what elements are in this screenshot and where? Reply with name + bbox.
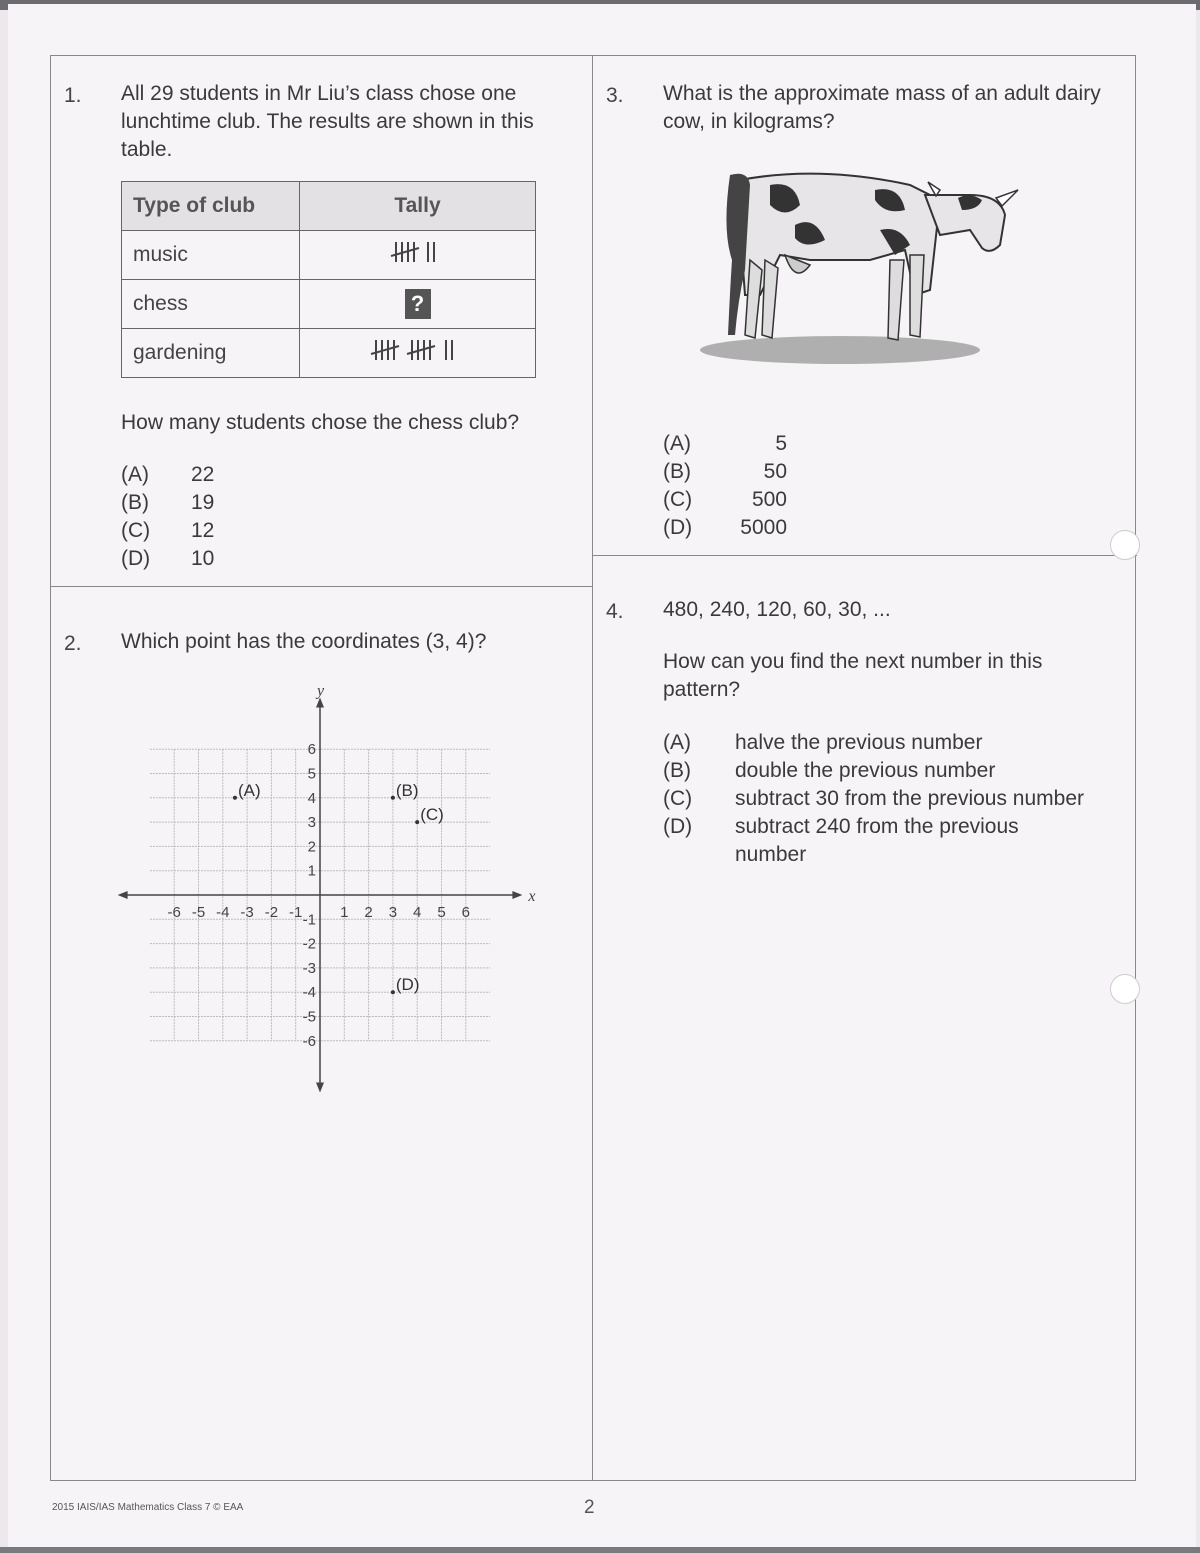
q2-number: 2.: [64, 632, 82, 655]
punch-hole: [1110, 974, 1140, 1004]
y-tick-label: 1: [307, 862, 316, 880]
q4-option-a[interactable]: (A) halve the previous number: [663, 731, 983, 754]
q1-option-a[interactable]: (A) 22: [121, 463, 215, 486]
right-horizontal-divider: [592, 555, 1137, 556]
q3-text: What is the approximate mass of an adult dairy cow, in kilograms?: [663, 82, 1101, 133]
q3-number: 3.: [606, 84, 624, 107]
q3-option-a[interactable]: (A) 5: [663, 432, 787, 455]
point-marker: [391, 796, 395, 800]
q4-sequence: 480, 240, 120, 60, 30, ...: [663, 598, 891, 621]
x-tick-label: 6: [461, 904, 470, 921]
club-name: gardening: [122, 329, 300, 378]
point-label: (A): [237, 780, 261, 800]
q1-question: How many students chose the chess club?: [121, 411, 520, 434]
q1-number: 1.: [64, 84, 82, 107]
club-name: music: [122, 231, 300, 280]
y-tick-label: 6: [307, 741, 316, 759]
point-label: (C): [420, 805, 444, 825]
y-tick-label: -5: [302, 1008, 316, 1026]
x-tick-label: 1: [340, 904, 349, 921]
x-tick-label: 3: [388, 904, 398, 921]
tally-marks-7-icon: [388, 238, 448, 266]
x-axis-arrow-icon: [118, 891, 128, 899]
left-horizontal-divider: [50, 586, 593, 587]
punch-hole: [1110, 530, 1140, 560]
y-tick-label: -3: [302, 959, 316, 977]
point-marker: [391, 990, 395, 994]
table-row: [122, 231, 536, 280]
unknown-tally-box: ?: [405, 289, 431, 319]
x-tick-label: 4: [413, 904, 422, 921]
q3-option-c[interactable]: (C) 500: [663, 488, 787, 511]
table-row: [122, 280, 536, 329]
x-tick-label: -2: [264, 904, 279, 921]
x-tick-label: -1: [289, 904, 303, 921]
y-tick-label: 5: [307, 765, 316, 783]
q4-option-d[interactable]: (D) subtract 240 from the previous number: [663, 815, 1019, 866]
x-axis-arrow-icon: [512, 891, 522, 899]
q4-option-b[interactable]: (B) double the previous number: [663, 759, 996, 782]
point-label: (B): [395, 780, 419, 800]
x-tick-label: -6: [167, 904, 181, 921]
y-tick-label: -2: [302, 935, 316, 953]
y-tick-label: 4: [307, 789, 316, 807]
q1-option-d[interactable]: (D) 10: [121, 547, 215, 570]
q1-text: All 29 students in Mr Liu’s class chose one lunchtime club. The results are shown in this table.: [121, 82, 534, 161]
q1-options: [121, 461, 214, 573]
x-tick-label: -4: [216, 904, 230, 921]
y-tick-label: -1: [302, 911, 316, 929]
point-label: (D): [395, 975, 420, 995]
y-axis-arrow-icon: [316, 1083, 324, 1093]
table-row: [122, 329, 536, 378]
q4-options: [663, 729, 1133, 869]
y-tick-label: -4: [302, 984, 316, 1002]
header-type-of-club: Type of club: [122, 182, 300, 231]
x-tick-label: -5: [191, 904, 206, 921]
q4-number: 4.: [606, 600, 624, 623]
coordinate-grid: [110, 680, 570, 1100]
plotted-points: [233, 781, 444, 994]
q1-option-c[interactable]: (C) 12: [121, 519, 215, 542]
x-axis-label: x: [528, 888, 536, 905]
q3-option-b[interactable]: (B) 50: [663, 460, 787, 483]
header-tally: Tally: [300, 182, 536, 231]
y-axis-label: y: [317, 682, 325, 700]
q3-options: [663, 430, 787, 542]
tally-marks: [300, 329, 536, 378]
scan-bottom-band: [0, 1547, 1200, 1553]
q4-option-c[interactable]: (C) subtract 30 from the previous number: [663, 787, 1085, 810]
x-tick-label: 5: [437, 904, 446, 921]
x-tick-label: 2: [364, 904, 373, 921]
point-marker: [415, 820, 419, 824]
dairy-cow-icon: [700, 160, 1030, 370]
tally-marks-12-icon: [368, 336, 468, 364]
x-tick-label: -3: [240, 904, 254, 921]
tally-marks: [300, 231, 536, 280]
q4-question: How can you find the next number in this pattern?: [663, 650, 1043, 701]
page-number: 2: [584, 1497, 595, 1518]
club-name: chess: [122, 280, 300, 329]
club-tally-table: [121, 181, 536, 378]
q1-option-b[interactable]: (B) 19: [121, 491, 215, 514]
y-tick-label: 2: [307, 838, 316, 856]
axes: [118, 682, 536, 1092]
y-tick-label: 3: [307, 814, 316, 832]
q3-option-d[interactable]: (D) 5000: [663, 516, 787, 539]
y-tick-label: -6: [302, 1032, 316, 1050]
tally-marks: [300, 280, 536, 329]
q2-text: Which point has the coordinates (3, 4)?: [121, 630, 487, 653]
footer-copyright: 2015 IAIS/IAS Mathematics Class 7 © EAA: [52, 1502, 244, 1513]
point-marker: [233, 796, 237, 800]
vertical-divider: [592, 55, 593, 1481]
